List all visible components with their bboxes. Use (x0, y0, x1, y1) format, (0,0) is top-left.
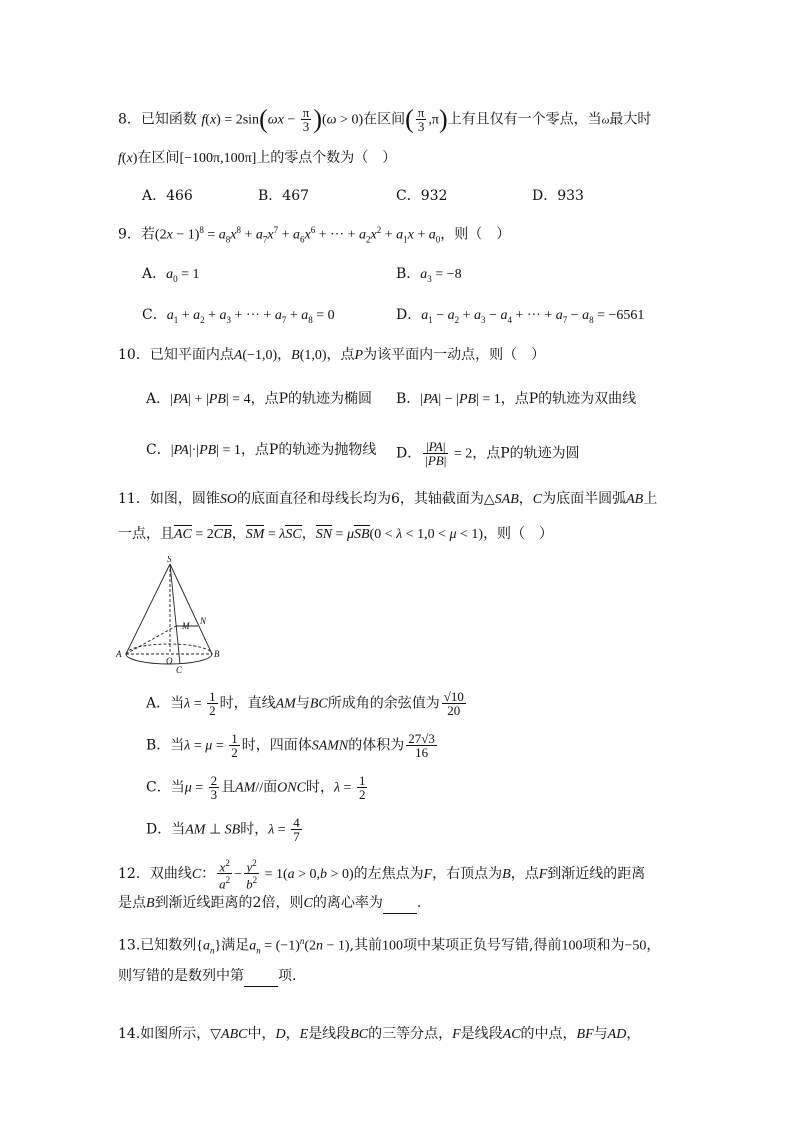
segment-AM (126, 626, 176, 654)
q13-line1: 13.已知数列$\{a_n\}$满足$a_n = (-1)^n(2n - 1)$,其前100项中某项正负号写错,得前100项和为−50， (118, 936, 661, 956)
label-A: A (116, 649, 122, 659)
base-back-arc (126, 644, 212, 654)
q12-answer-blank[interactable] (383, 893, 417, 914)
q14-number: 14.如图所示， (118, 1026, 211, 1042)
q11-option-a: A．当λ = $\frac{1}{2}$ 时，直线AM与BC所成角的余弦值为 $\frac{√10}{20}$ (146, 689, 464, 718)
q10-option-a: A．|PA| + |PB| = 4，点P的轨迹为椭圆 (146, 391, 372, 407)
q12-number: 12．双曲线 (118, 865, 192, 882)
q13-answer-blank[interactable] (244, 966, 278, 987)
edge-SB (170, 564, 212, 654)
q10-line: 10．已知平面内点A(−1,0)，B(1,0)，点P为该平面内一动点，则（ ） (118, 347, 546, 363)
q11-option-c: C．当μ = $\frac{2}{3}$ 且AM//面ONC时，λ = $\frac{1}{2}$ (146, 773, 366, 802)
edge-SA (126, 564, 170, 654)
q11-line2: 一点，且AC = 2CB，SM = λSC，SN = μSB(0 < λ < 1,0 < μ < 1)，则（ ） (118, 524, 553, 545)
q8-option-a: A．466 (142, 188, 193, 204)
q8-number: 8． (118, 111, 141, 128)
q11-line1: 11．如图，圆锥SO的底面直径和母线长均为6，其轴截面为△SAB，C为底面半圆弧AB上 (118, 491, 658, 507)
label-C: C (176, 665, 183, 675)
q8-option-b: B．467 (258, 188, 310, 204)
label-B: B (214, 649, 220, 659)
q9-option-b: B．$a_3 = -8$ (396, 266, 462, 284)
q8-line1: 8．已知函数 f(x) = 2sin(ωx − $\frac{\pi}{3}$ )(ω > 0)在区间( $\frac{\pi}{3}$ ,π)上有且仅有一个零点，当ω最大时 (118, 104, 652, 134)
q10-option-b: B．|PA| − |PB| = 1，点P的轨迹为双曲线 (396, 391, 637, 407)
label-N: N (200, 616, 207, 626)
q12-line1: 12．双曲线C： $\frac{x^2}{a^2}$ − $\frac{y^2}{b^2}$ = 1(a > 0,b > 0)的左焦点为F，右顶点为B，点F到渐近线的距离 (118, 858, 646, 892)
q8-function: f (201, 112, 206, 128)
q9-line: 9．若$(2x - 1)^8 = a_8x^8 + a_7x^7 + a_6x^6$ + ··· + $a_2x^2 + a_1x + a_0$，则（ ） (118, 225, 511, 245)
q9-option-c: C．$a_1 + a_2 + a_3$ + ··· + $a_7 + a_8 = 0$ (142, 307, 335, 325)
label-S: S (167, 556, 172, 564)
q12-line2: 是点B到渐近线距离的2倍，则C的离心率为 . (118, 893, 421, 914)
q11-number: 11．如图，圆锥 (118, 491, 220, 507)
q10-option-c: C．|PA|·|PB| = 1，点P的轨迹为抛物线 (146, 442, 377, 458)
q8-option-c: C．932 (396, 188, 448, 204)
q14-line1: 14.如图所示，▽ABC中，D，E是线段BC的三等分点，F是线段AC的中点，BF与AD， (118, 1026, 641, 1042)
q10-number: 10．已知平面内点 (118, 347, 234, 363)
q8-line2: f(x)在区间[−100π,100π]上的零点个数为（ ） (118, 150, 397, 166)
label-M: M (182, 621, 190, 631)
label-O: O (166, 656, 173, 666)
cone-figure (112, 556, 224, 676)
q13-line2: 则写错的是数列中第 项. (118, 966, 296, 987)
q10-option-d: D． $\frac{|PA|}{|PB|}$ = 2，点P的轨迹为圆 (396, 439, 580, 468)
edge-SC (170, 564, 180, 664)
q13-number: 13.已知数列 (118, 937, 197, 954)
q8-option-d: D．933 (532, 188, 584, 204)
q11-option-b: B．当λ = μ = $\frac{1}{2}$ 时，四面体SAMN的体积为 $\frac{27√3}{16}$ (146, 731, 435, 760)
q9-option-a: A．$a_0 = 1$ (142, 266, 200, 284)
q9-number: 9．若 (118, 226, 155, 243)
q9-option-d: D．$a_1 - a_2 + a_3 - a_4$ + ··· + $a_7 - a_8 = -6561$ (396, 307, 645, 325)
q11-option-d: D．当AM ⊥ SB时，λ = $\frac{4}{7}$ (146, 815, 300, 844)
